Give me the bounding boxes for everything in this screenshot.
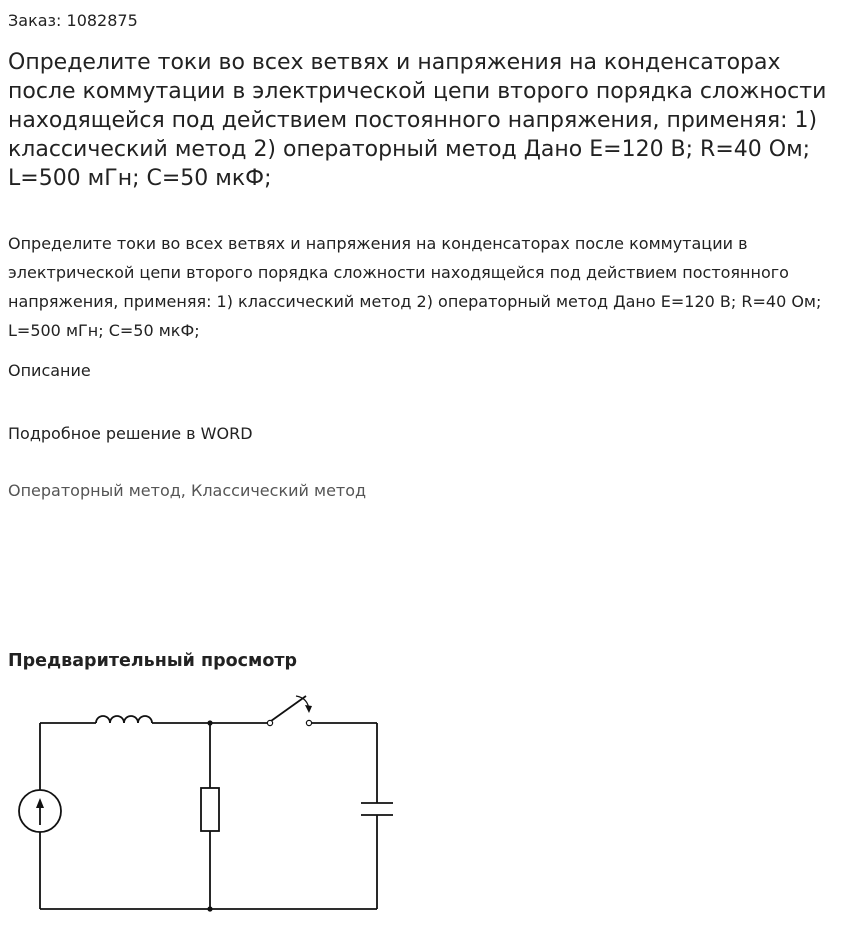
voltage-source-arrowhead — [36, 798, 44, 808]
circuit-diagram — [0, 680, 420, 930]
junction-node-top — [207, 720, 212, 725]
order-number: Заказ: 1082875 — [8, 11, 138, 30]
tag-list — [8, 480, 366, 502]
description-heading: Описание — [8, 361, 91, 380]
task-body: Определите токи во всех ветвях и напряжения на конденсаторах после коммутации в электрической цепи второго порядка сложности находящейся под действием постоянного напряжения, применяя: 1) классический метод 2) операторный метод Дано E=120 В; R=40 Ом; L=500 мГн; C=50 мкФ; — [8, 234, 822, 340]
switch-contact-right — [306, 720, 311, 725]
switch-arrowhead — [305, 705, 312, 713]
inductor-symbol — [96, 716, 152, 723]
preview-heading: Предварительный просмотр — [8, 651, 298, 671]
tag-separator: , — [180, 481, 191, 500]
task-title: Определите токи во всех ветвях и напряжения на конденсаторах после коммутации в электрической цепи второго порядка сложности находящейся под действием постоянного напряжения, применяя: 1) классический метод 2) операторный метод Дано E=120 В; R=40 Ом; L=500 мГн; C=50 мкФ; — [8, 50, 827, 191]
switch-blade — [271, 696, 306, 721]
junction-node-bottom — [207, 906, 212, 911]
resistor-symbol — [201, 788, 219, 831]
tag-operator-method[interactable]: Операторный метод — [8, 481, 181, 500]
switch-contact-left — [267, 720, 272, 725]
solution-format-note: Подробное решение в WORD — [8, 424, 253, 443]
tag-classical-method[interactable]: Классический метод — [190, 481, 367, 500]
